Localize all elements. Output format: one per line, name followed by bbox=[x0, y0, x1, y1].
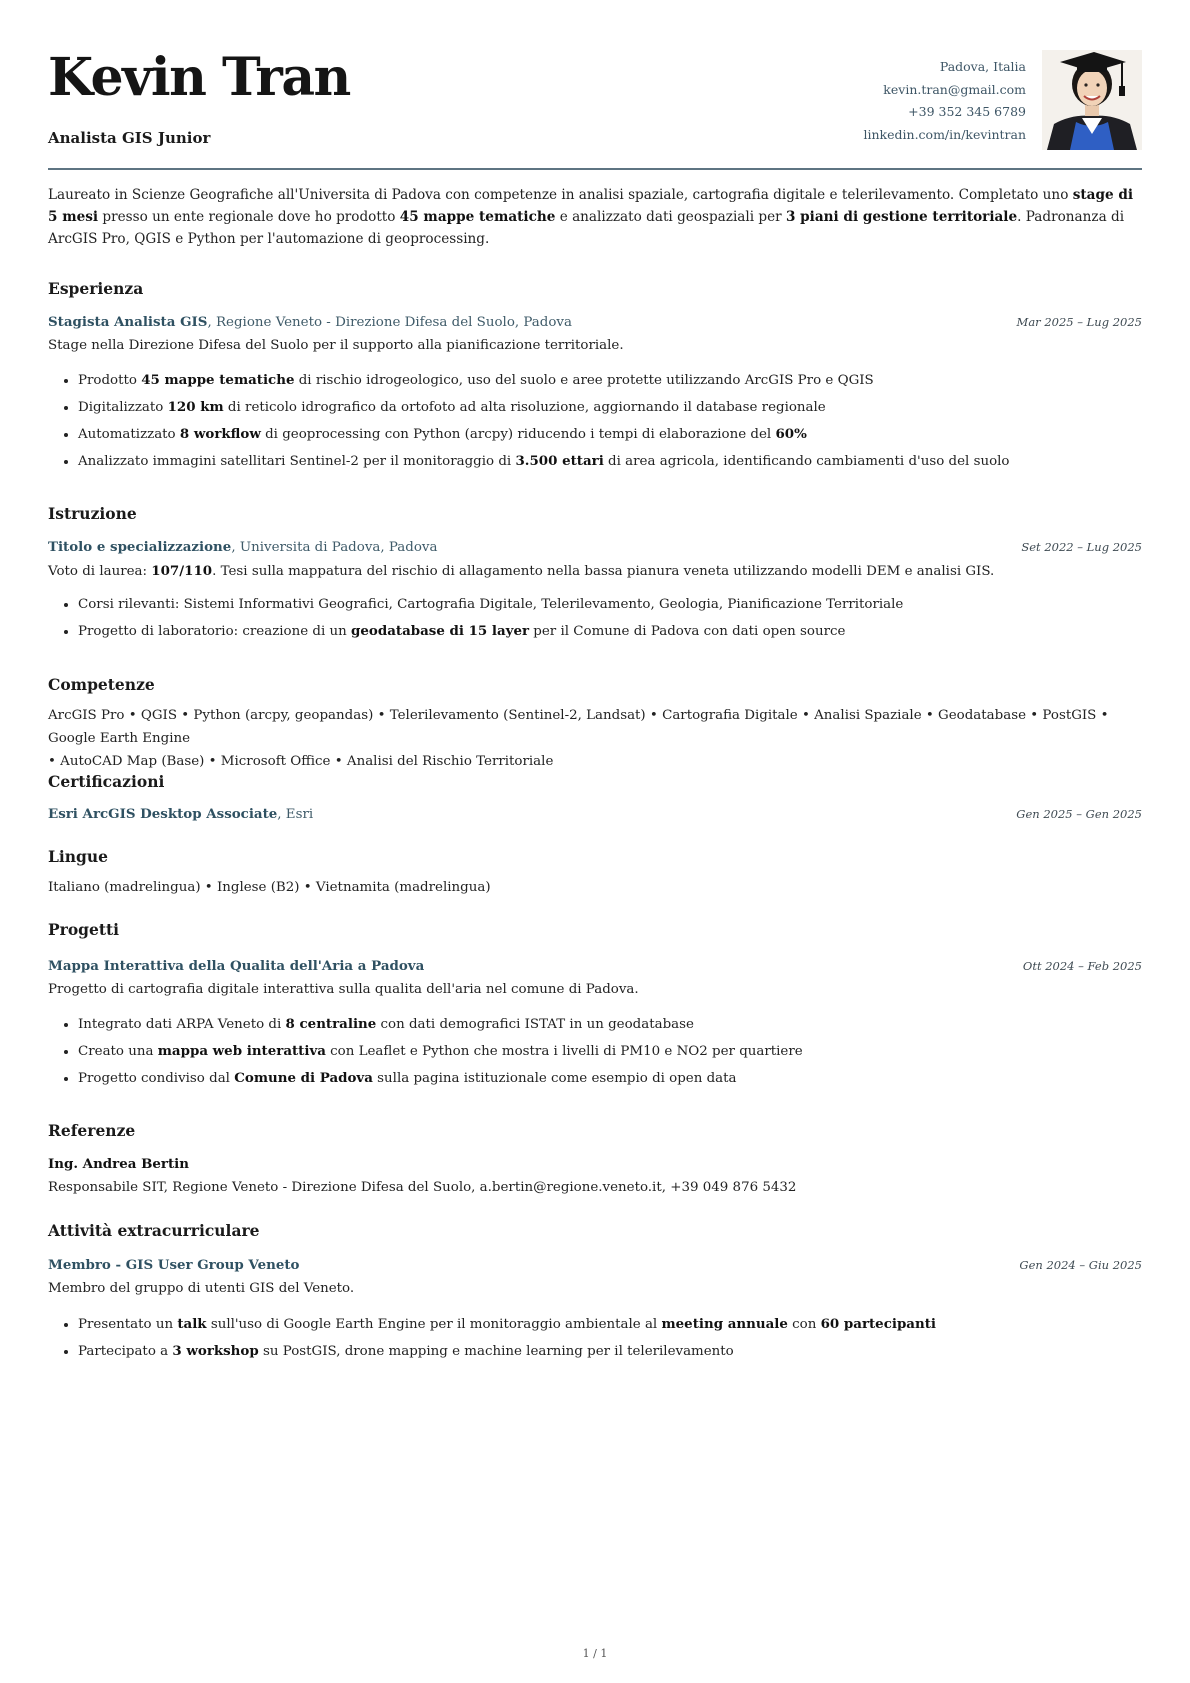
experience-description: Stage nella Direzione Difesa del Suolo per il supporto alla pianificazione territoriale. bbox=[48, 338, 624, 353]
list-item: • Analizzato immagini satellitari Sentinel-2 per il monitoraggio di 3.500 ettari di area agricola, identificando cambiamenti d'uso del suolo bbox=[78, 448, 1142, 475]
experience-entry-header bbox=[48, 314, 1142, 330]
resume-page bbox=[48, 0, 1142, 1683]
contact-phone[interactable]: +39 352 345 6789 bbox=[908, 104, 1026, 119]
skills-line: • AutoCAD Map (Base) • Microsoft Office • Analisi del Rischio Territoriale bbox=[48, 754, 554, 769]
page-number: 1 / 1 bbox=[582, 1647, 608, 1660]
list-item: • Automatizzato 8 workflow di geoprocessing con Python (arcpy) riducendo i tempi di elaborazione del 60% bbox=[78, 421, 1142, 448]
summary-text: presso un ente regionale dove ho prodotto bbox=[98, 209, 400, 225]
education-org: , Universita di Padova, Padova bbox=[231, 540, 438, 555]
education-role-line bbox=[48, 539, 437, 555]
project-description: Progetto di cartografia digitale interattiva sulla qualita dell'aria nel comune di Padova. bbox=[48, 982, 639, 997]
certifications-heading: Certificazioni bbox=[48, 772, 165, 791]
reference-details: Responsabile SIT, Regione Veneto - Direzione Difesa del Suolo, a.bertin@regione.veneto.it, +39 049 876 5432 bbox=[48, 1180, 797, 1195]
candidate-name: Kevin Tran bbox=[48, 47, 350, 108]
languages-list: Italiano (madrelingua) • Inglese (B2) • Vietnamita (madrelingua) bbox=[48, 880, 491, 895]
contact-email[interactable]: kevin.tran@gmail.com bbox=[883, 81, 1026, 97]
education-date: Set 2022 – Lug 2025 bbox=[1021, 540, 1142, 554]
graduate-portrait-icon bbox=[1042, 50, 1142, 150]
experience-date: Mar 2025 – Lug 2025 bbox=[1016, 315, 1142, 329]
header-divider bbox=[48, 168, 1142, 170]
experience-org: , Regione Veneto - Direzione Difesa del Suolo, Padova bbox=[207, 315, 572, 330]
skills-line: ArcGIS Pro • QGIS • Python (arcpy, geopandas) • Telerilevamento (Sentinel-2, Landsat) • Cartografia Digitale • Analisi Spaziale • Geodatabase • PostGIS • Google Earth Engine bbox=[48, 708, 1109, 746]
profile-summary bbox=[48, 184, 1142, 250]
experience-heading: Esperienza bbox=[48, 279, 144, 298]
projects-heading: Progetti bbox=[48, 920, 120, 939]
skills-heading: Competenze bbox=[48, 675, 155, 694]
education-bullets bbox=[48, 592, 1142, 645]
extracurricular-date: Gen 2024 – Giu 2025 bbox=[1019, 1258, 1142, 1272]
list-item: • Creato una mappa web interattiva con Leaflet e Python che mostra i livelli di PM10 e NO2 per quartiere bbox=[78, 1038, 1142, 1065]
list-item: • Progetto di laboratorio: creazione di un geodatabase di 15 layer per il Comune di Padova con dati open source bbox=[78, 618, 1142, 645]
extracurricular-heading: Attività extracurriculare bbox=[48, 1221, 260, 1240]
resume-header bbox=[48, 0, 1142, 170]
references-heading: Referenze bbox=[48, 1121, 136, 1140]
extracurricular-description: Membro del gruppo di utenti GIS del Veneto. bbox=[48, 1281, 355, 1296]
summary-highlight: 3 piani di gestione territoriale bbox=[785, 209, 1018, 225]
summary-text: . Padronanza di ArcGIS Pro, QGIS e Python per l'automazione di geoprocessing. bbox=[48, 209, 1125, 247]
education-role: Titolo e specializzazione bbox=[48, 539, 232, 555]
list-item: • Presentato un talk sull'uso di Google Earth Engine per il monitoraggio ambientale al meeting annuale con 60 partecipanti bbox=[78, 1311, 1142, 1338]
certification-date: Gen 2025 – Gen 2025 bbox=[1016, 807, 1142, 821]
project-entry-header bbox=[48, 958, 1142, 974]
contact-location: Padova, Italia bbox=[939, 59, 1026, 74]
extracurricular-entry-header bbox=[48, 1257, 1142, 1273]
project-title: Mappa Interattiva della Qualita dell'Aria a Padova bbox=[48, 958, 425, 974]
contact-linkedin[interactable]: linkedin.com/in/kevintran bbox=[863, 126, 1026, 142]
project-date: Ott 2024 – Feb 2025 bbox=[1022, 959, 1142, 973]
list-item: • Partecipato a 3 workshop su PostGIS, drone mapping e machine learning per il telerilevamento bbox=[78, 1338, 1142, 1365]
contact-block bbox=[864, 56, 1026, 146]
list-item: • Progetto condiviso dal Comune di Padova sulla pagina istituzionale come esempio di open data bbox=[78, 1065, 1142, 1092]
experience-role-line bbox=[48, 314, 572, 330]
summary-text: Laureato in Scienze Geografiche all'Universita di Padova con competenze in analisi spaziale, cartografia digitale e telerilevamento. Completato uno bbox=[48, 187, 1073, 203]
education-description: Voto di laurea: 107/110. Tesi sulla mappatura del rischio di allagamento nella bassa pianura veneta utilizzando modelli DEM e analisi GIS. bbox=[48, 563, 995, 579]
list-item: • Integrato dati ARPA Veneto di 8 centraline con dati demografici ISTAT in un geodatabase bbox=[78, 1011, 1142, 1038]
certification-org: , Esri bbox=[277, 807, 314, 822]
languages-heading: Lingue bbox=[48, 847, 109, 866]
certification-name: Esri ArcGIS Desktop Associate bbox=[48, 806, 278, 822]
education-entry-header bbox=[48, 539, 1142, 555]
extracurricular-role: Membro - GIS User Group Veneto bbox=[48, 1257, 300, 1273]
project-bullets bbox=[48, 1011, 1142, 1092]
summary-highlight: stage di 5 mesi bbox=[48, 187, 1133, 225]
summary-text: e analizzato dati geospaziali per bbox=[555, 209, 786, 225]
list-item: • Prodotto 45 mappe tematiche di rischio idrogeologico, uso del suolo e aree protette utilizzando ArcGIS Pro e QGIS bbox=[78, 367, 1142, 394]
experience-bullets bbox=[48, 367, 1142, 475]
profile-photo bbox=[1042, 50, 1142, 150]
job-title: Analista GIS Junior bbox=[48, 129, 211, 147]
education-heading: Istruzione bbox=[48, 504, 137, 523]
experience-role: Stagista Analista GIS bbox=[48, 314, 208, 330]
reference-name: Ing. Andrea Bertin bbox=[48, 1156, 189, 1172]
certification-entry-header bbox=[48, 806, 1142, 822]
extracurricular-bullets bbox=[48, 1311, 1142, 1365]
list-item: • Digitalizzato 120 km di reticolo idrografico da ortofoto ad alta risoluzione, aggiornando il database regionale bbox=[78, 394, 1142, 421]
summary-highlight: 45 mappe tematiche bbox=[399, 209, 556, 225]
skills-list bbox=[48, 704, 1142, 773]
list-item: • Corsi rilevanti: Sistemi Informativi Geografici, Cartografia Digitale, Telerilevamento, Geologia, Pianificazione Territoriale bbox=[78, 592, 1142, 618]
certification-role-line bbox=[48, 806, 313, 822]
